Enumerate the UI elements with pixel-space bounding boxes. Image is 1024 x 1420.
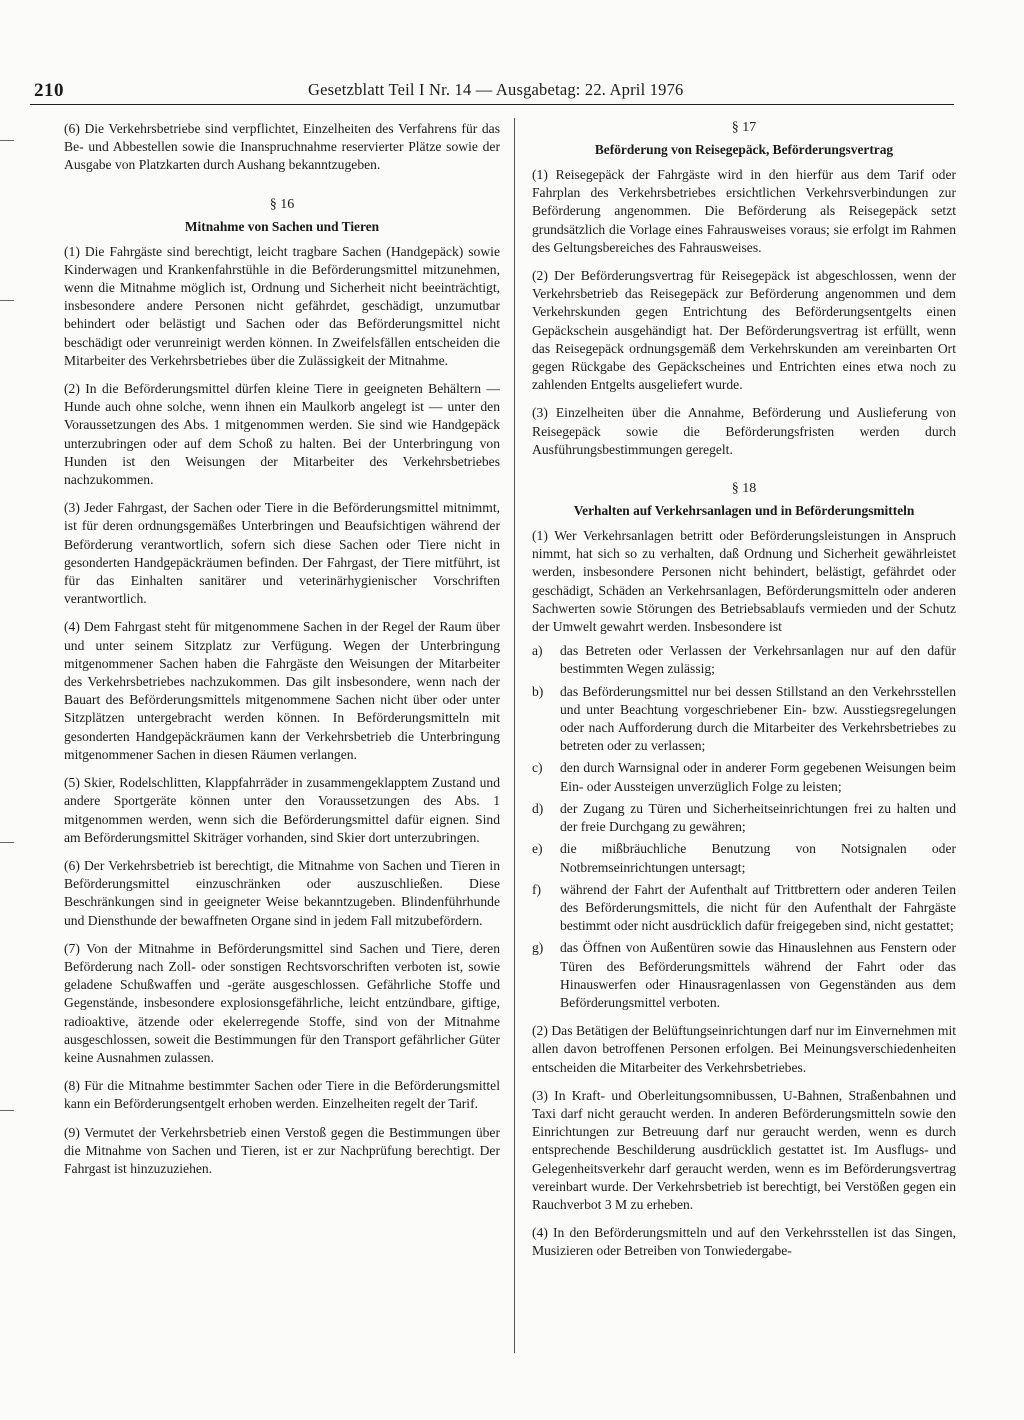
list-item-label: a) — [532, 643, 543, 659]
section-16-number: § 16 — [269, 196, 295, 212]
list-item — [532, 881, 956, 936]
paragraph: (1) Reisegepäck der Fahrgäste wird in den hierfür aus dem Tarif oder Fahrplan des Verkehrsbetriebes ersichtlichen Verkehrsverbindungen zur Beförderung angenommen. Die Beförderung als Reisegepäck setzt grundsätzlich die Vorlage eines Fahrausweises voraus; sie erfolgt im Rahmen des Geltungsbereiches des Fahrausweises. — [532, 167, 956, 255]
list-item-label: b) — [532, 683, 544, 699]
margin-mark — [0, 140, 14, 141]
paragraph: (4) Dem Fahrgast steht für mitgenommene Sachen in der Regel der Raum über und unter seinem Sitzplatz zur Verfügung. Wegen der Unterbringung mitgenommener Sachen haben die Fahrgäste den Weisungen der Mitarbeiter des Verkehrsbetriebes nachzukommen. Das gilt insbesondere, wenn nach der Bauart des Beförderungsmittels mitgenommene Sachen nicht über oder unter Sitzplätzen untergebracht werden können. In Beförderungsmitteln mit gesonderten Handgepäckräumen kann der Verkehrsbetrieb die Unterbringung mitgenommener Sachen in diesen Räumen verlangen. — [64, 619, 500, 762]
paragraph: (2) In die Beförderungsmittel dürfen kleine Tiere in geeigneten Behältern — Hunde auch ohne solche, wenn ihnen ein Maulkorb angelegt ist — unter den Voraussetzungen des Abs. 1 mitgenommen werden. Sie sind wie Handgepäck unterzubringen oder auf dem Schoß zu halten. Bei der Unterbringung von Hunden ist den Weisungen der Mitarbeiter des Verkehrsbetriebes nachzukommen. — [64, 381, 500, 488]
list-item — [532, 939, 956, 1012]
list-item — [532, 840, 956, 876]
list-item — [532, 759, 956, 795]
section-18-number: § 18 — [731, 481, 757, 497]
list-item-text: der Zugang zu Türen und Sicherheitseinrichtungen frei zu halten und der freie Durchgang zu gewähren; — [560, 800, 956, 835]
right-column — [532, 120, 956, 1261]
list-item-text: das Öffnen von Außentüren sowie das Hinauslehnen aus Fenstern oder Türen des Beförderungsmittels während der Fahrt oder das Hinauswerfen oder Hinausragenlassen von Gegenständen aus dem Beförderungsmittel verboten. — [560, 940, 956, 1010]
list-item — [532, 800, 956, 836]
section-16-title: Mitnahme von Sachen und Tieren — [184, 218, 380, 234]
list-item-text: das Beförderungsmittel nur bei dessen Stillstand an den Verkehrsstellen und unter Beachtung vorgeschriebener Ein- bzw. Ausstiegsregelungen oder nach Aufforderung durch die Mitarbeiter des Verkehrsbetriebes zu betreten oder zu verlassen; — [560, 683, 956, 754]
list-item-text: während der Fahrt der Aufenthalt auf Trittbrettern oder anderen Teilen des Beförderungsmittels, die nicht für den Aufenthalt der Fahrgäste bestimmt oder nicht ausdrücklich dafür freigegeben sind, nicht gestattet; — [560, 881, 956, 934]
paragraph: (1) Die Fahrgäste sind berechtigt, leicht tragbare Sachen (Handgepäck) sowie Kinderwagen und Krankenfahrstühle in die Beförderungsmittel mitzunehmen, wenn die Mitnahme möglich ist, Ordnung und Sicherheit nicht beeinträchtigt, insbesondere andere Personen nicht gefährdet, geschädigt, unzumutbar behindert oder belästigt und Sachen oder das Beförderungsmittel nicht beschädigt oder verunreinigt werden können. In Zweifelsfällen entscheiden die Mitarbeiter des Verkehrsbetriebes über die Zulässigkeit der Mitnahme. — [64, 243, 500, 368]
margin-mark — [0, 842, 14, 843]
margin-mark — [0, 300, 14, 301]
paragraph: (7) Von der Mitnahme in Beförderungsmittel sind Sachen und Tiere, deren Beförderung nach Zoll- oder sonstigen Rechtsvorschriften verboten ist, sowie geladene Schußwaffen und -geräte ausgeschlossen. Gefährliche Stoffe und Gegenstände, insbesondere explosionsgefährliche, leicht entzündbare, giftige, radioaktive, ätzende oder ekelerregende Stoffe, sind von der Mitnahme ausgeschlossen, soweit die Bestimmungen für den Transport gefährlicher Güter keine Ausnahmen zulassen. — [64, 940, 500, 1065]
list-item — [532, 642, 956, 678]
list-item-text: das Betreten oder Verlassen der Verkehrsanlagen nur auf den dafür bestimmten Wegen zulässig; — [560, 643, 956, 677]
intro-paragraph: (6) Die Verkehrsbetriebe sind verpflichtet, Einzelheiten des Verfahrens für das Be- und Abbestellen sowie die Inanspruchnahme reservierter Plätze sowie der Ausgabe von Platzkarten durch Aushang bekanntzugeben. — [64, 121, 500, 173]
paragraph: (3) Jeder Fahrgast, der Sachen oder Tiere in die Beförderungsmittel mitnimmt, ist für deren ordnungsgemäßes Unterbringen und Beaufsichtigen während der Beförderung verantwortlich, sofern sich diese Sachen oder Tiere nicht in gesonderten Handgepäckräumen befinden. Der Fahrgast, der Tiere mitführt, ist für das Einhalten sanitärer und veterinärhygienischer Vorschriften verantwortlich. — [64, 500, 500, 607]
list-item-text: die mißbräuchliche Benutzung von Notsignalen oder Notbremseinrichtungen untersagt; — [560, 841, 956, 875]
enumerated-list — [532, 642, 956, 1012]
page-number: 210 — [34, 80, 64, 101]
list-item-text: den durch Warnsignal oder in anderer Form gegebenen Weisungen beim Ein- oder Aussteigen unverzüglich Folge zu leisten; — [560, 760, 956, 794]
section-17-number: § 17 — [731, 120, 757, 135]
paragraph: (5) Skier, Rodelschlitten, Klappfahrräder in zusammengeklapptem Zustand und andere Sportgeräte können unter den Voraussetzungen des Abs. 1 mitgenommen werden, wenn sich die Beförderungsmittel dafür eignen. Sind am Beförderungsmittel Skiträger vorhanden, sind Skier dort unterzubringen. — [64, 775, 500, 845]
section-18-title: Verhalten auf Verkehrsanlagen und in Beförderungsmitteln — [573, 503, 915, 519]
paragraph: (3) Einzelheiten über die Annahme, Beförderung und Auslieferung von Reisegepäck sowie die Beförderungsfristen werden durch Ausführungsbestimmungen geregelt. — [532, 405, 956, 457]
section-17-title: Beförderung von Reisegepäck, Beförderungsvertrag — [594, 142, 894, 157]
left-column — [64, 120, 500, 1178]
column-divider — [514, 118, 515, 1353]
paragraph: (1) Wer Verkehrsanlagen betritt oder Beförderungsleistungen in Anspruch nimmt, hat sich so zu verhalten, daß Ordnung und Sicherheit gewährleistet werden, insbesondere Personen nicht behindert, belästigt, gefährdet oder geschädigt, Schäden an Verkehrsanlagen, Beförderungsmitteln oder anderen Sachwerten sowie Störungen des Betriebsablaufs vermieden und der Schutz der Umwelt gewahrt werden. Insbesondere ist — [532, 528, 956, 635]
paragraph: (3) In Kraft- und Oberleitungsomnibussen, U-Bahnen, Straßenbahnen und Taxi darf nicht geraucht werden. In anderen Beförderungsmitteln sowie den Einrichtungen zur Betreuung darf nur geraucht werden, wenn es durch entsprechende Beschilderung ausdrücklich gestattet ist. Im Ausflugs- und Gelegenheitsverkehr darf geraucht werden, wenn es im Beförderungsvertrag vereinbart wurde. Der Verkehrsbetrieb ist berechtigt, bei Verstößen gegen ein Rauchverbot 3 M zu erheben. — [532, 1087, 956, 1212]
list-item-label: f) — [532, 881, 542, 897]
list-item — [532, 683, 956, 756]
list-item-label: e) — [532, 841, 543, 857]
paragraph: (2) Der Beförderungsvertrag für Reisegepäck ist abgeschlossen, wenn der Verkehrsbetrieb das Reisegepäck zur Beförderung angenommen und dem Verkehrskunden gegen Entrichtung des Beförderungsentgelts einen Gepäckschein ausgehändigt hat. Der Beförderungsvertrag ist erfüllt, wenn das Reisegepäck ordnungsgemäß dem Verkehrskunden am vereinbarten Ort gegen Rückgabe des Gepäckscheines und Entrichten eines etwa noch zu zahlenden Entgelts ausgeliefert wurde. — [532, 268, 956, 393]
paragraph: (4) In den Beförderungsmitteln und auf den Verkehrsstellen ist das Singen, Musizieren oder Betreiben von Tonwiedergabe- — [532, 1225, 956, 1259]
list-item-label: c) — [532, 760, 543, 776]
paragraph: (9) Vermutet der Verkehrsbetrieb einen Verstoß gegen die Bestimmungen über die Mitnahme von Sachen und Tieren, ist er zur Nachprüfung berechtigt. Der Fahrgast ist hinzuzuziehen. — [64, 1124, 500, 1176]
page-header — [30, 78, 954, 105]
paragraph: (2) Das Betätigen der Belüftungseinrichtungen darf nur im Einvernehmen mit allen davon betroffenen Personen erfolgen. Bei Meinungsverschiedenheiten entscheiden die Mitarbeiter des Verkehrsbetriebes. — [532, 1023, 956, 1075]
margin-mark — [0, 1110, 14, 1111]
paragraph: (8) Für die Mitnahme bestimmter Sachen oder Tiere in die Beförderungsmittel kann ein Beförderungsentgelt erhoben werden. Einzelheiten regelt der Tarif. — [64, 1078, 500, 1112]
list-item-label: d) — [532, 800, 544, 816]
gazette-title: Gesetzblatt Teil I Nr. 14 — Ausgabetag: 22. April 1976 — [308, 80, 684, 99]
paragraph: (6) Der Verkehrsbetrieb ist berechtigt, die Mitnahme von Sachen und Tieren in Beförderungsmittel einzuschränken oder auszuschließen. Diese Beschränkungen sind in geeigneter Weise bekanntzugeben. Blindenführhunde und Diensthunde der bewaffneten Organe sind in jedem Fall mitzubefördern. — [64, 857, 500, 928]
list-item-label: g) — [532, 940, 544, 956]
